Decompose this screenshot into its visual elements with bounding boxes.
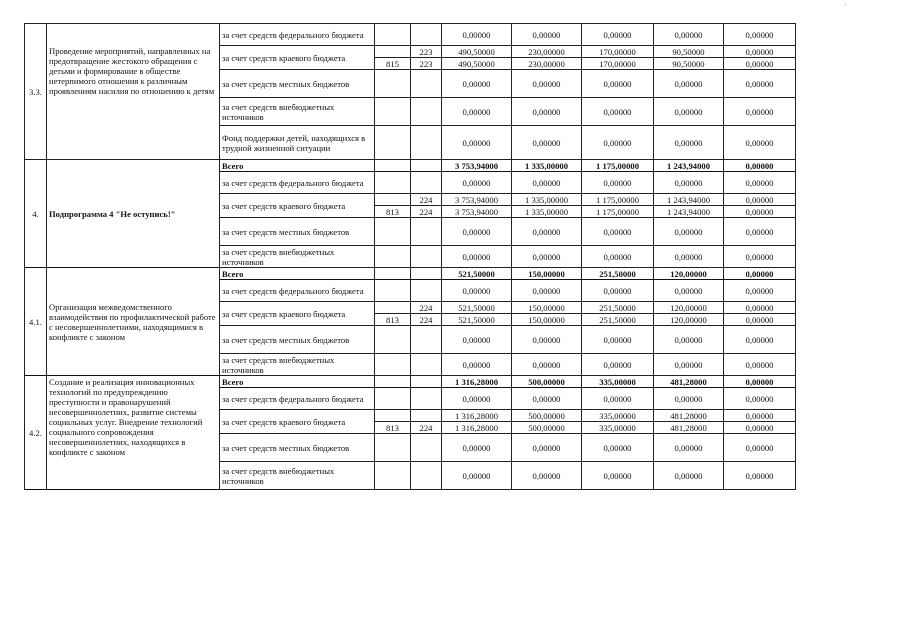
amount-cell: 1 243,94000 [654, 206, 724, 218]
amount-cell: 150,00000 [512, 268, 582, 280]
amount-cell: 0,00000 [512, 70, 582, 98]
amount-cell: 0,00000 [724, 46, 796, 58]
kvr-code [411, 462, 442, 490]
amount-cell: 1 243,94000 [654, 194, 724, 206]
amount-cell: 3 753,94000 [442, 160, 512, 172]
amount-cell: 1 175,00000 [582, 194, 654, 206]
amount-cell: 0,00000 [654, 218, 724, 246]
amount-cell: 0,00000 [442, 354, 512, 376]
amount-cell: 0,00000 [582, 70, 654, 98]
amount-cell: 0,00000 [724, 218, 796, 246]
amount-cell: 0,00000 [724, 98, 796, 126]
funding-source: за счет средств федерального бюджета [220, 388, 375, 410]
amount-cell: 1 243,94000 [654, 160, 724, 172]
section-title: Создание и реализация инновационных технологий по предупреждению преступности и правонарушений несовершеннолетних, развитие системы социальных услуг. Внедрение технологий социального сопровождения несовершеннолетних, находящихся в конфликте с законом [47, 376, 220, 490]
amount-cell: 0,00000 [654, 172, 724, 194]
amount-cell: 1 316,28000 [442, 422, 512, 434]
amount-cell: 150,00000 [512, 302, 582, 314]
amount-cell: 0,00000 [442, 218, 512, 246]
section-number: 4. [25, 160, 47, 268]
grbs-code [375, 410, 411, 422]
amount-cell: 251,50000 [582, 268, 654, 280]
amount-cell: 170,00000 [582, 58, 654, 70]
grbs-code [375, 160, 411, 172]
amount-cell: 0,00000 [724, 326, 796, 354]
amount-cell: 335,00000 [582, 422, 654, 434]
amount-cell: 0,00000 [724, 70, 796, 98]
amount-cell: 251,50000 [582, 314, 654, 326]
amount-cell: 0,00000 [724, 246, 796, 268]
amount-cell: 1 316,28000 [442, 410, 512, 422]
amount-cell: 0,00000 [724, 388, 796, 410]
amount-cell: 0,00000 [582, 98, 654, 126]
amount-cell: 0,00000 [724, 160, 796, 172]
grbs-code [375, 268, 411, 280]
amount-cell: 0,00000 [654, 462, 724, 490]
kvr-code: 224 [411, 422, 442, 434]
amount-cell: 0,00000 [582, 462, 654, 490]
amount-cell: 481,28000 [654, 376, 724, 388]
kvr-code [411, 280, 442, 302]
amount-cell: 0,00000 [442, 246, 512, 268]
funding-source: за счет средств федерального бюджета [220, 24, 375, 46]
amount-cell: 0,00000 [512, 326, 582, 354]
grbs-code: 813 [375, 314, 411, 326]
kvr-code [411, 376, 442, 388]
grbs-code [375, 194, 411, 206]
grbs-code [375, 24, 411, 46]
amount-cell: 0,00000 [724, 422, 796, 434]
amount-cell: 0,00000 [512, 246, 582, 268]
amount-cell: 0,00000 [724, 24, 796, 46]
amount-cell: 0,00000 [724, 302, 796, 314]
amount-cell: 335,00000 [582, 376, 654, 388]
amount-cell: 120,00000 [654, 302, 724, 314]
kvr-code [411, 24, 442, 46]
amount-cell: 0,00000 [654, 434, 724, 462]
amount-cell: 0,00000 [724, 434, 796, 462]
amount-cell: 1 316,28000 [442, 376, 512, 388]
funding-source: за счет средств краевого бюджета [220, 302, 375, 326]
amount-cell: 0,00000 [654, 246, 724, 268]
amount-cell: 0,00000 [512, 98, 582, 126]
amount-cell: 0,00000 [582, 218, 654, 246]
grbs-code [375, 46, 411, 58]
amount-cell: 0,00000 [654, 98, 724, 126]
amount-cell: 150,00000 [512, 314, 582, 326]
amount-cell: 0,00000 [442, 280, 512, 302]
section-title: Организация межведомственного взаимодействия по профилактической работе с несовершеннолетними, находящимися в конфликте с законом [47, 268, 220, 376]
amount-cell: 251,50000 [582, 302, 654, 314]
amount-cell: 230,00000 [512, 58, 582, 70]
funding-source: за счет средств внебюджетных источников [220, 354, 375, 376]
table-row [25, 24, 796, 46]
amount-cell: 521,50000 [442, 314, 512, 326]
funding-source: за счет средств внебюджетных источников [220, 98, 375, 126]
amount-cell: 500,00000 [512, 376, 582, 388]
amount-cell: 1 175,00000 [582, 160, 654, 172]
amount-cell: 0,00000 [582, 24, 654, 46]
kvr-code [411, 218, 442, 246]
amount-cell: 0,00000 [724, 462, 796, 490]
grbs-code [375, 462, 411, 490]
grbs-code [375, 218, 411, 246]
funding-source: за счет средств местных бюджетов [220, 218, 375, 246]
table-row [25, 268, 796, 280]
funding-source-total: Всего [220, 376, 375, 388]
grbs-code [375, 126, 411, 160]
amount-cell: 0,00000 [724, 194, 796, 206]
amount-cell: 0,00000 [442, 70, 512, 98]
grbs-code: 815 [375, 58, 411, 70]
kvr-code: 223 [411, 58, 442, 70]
section-title: Проведение мероприятий, направленных на предотвращение жестокого обращения с детьми и формирование в обществе нетерпимого отношения к различным проявлениям насилия по отношению к детям [47, 24, 220, 160]
amount-cell: 0,00000 [724, 172, 796, 194]
amount-cell: 0,00000 [724, 58, 796, 70]
amount-cell: 0,00000 [724, 410, 796, 422]
amount-cell: 1 175,00000 [582, 206, 654, 218]
amount-cell: 0,00000 [582, 126, 654, 160]
amount-cell: 0,00000 [724, 268, 796, 280]
amount-cell: 0,00000 [512, 434, 582, 462]
funding-source: за счет средств федерального бюджета [220, 280, 375, 302]
amount-cell: 0,00000 [724, 126, 796, 160]
amount-cell: 120,00000 [654, 268, 724, 280]
amount-cell: 0,00000 [582, 246, 654, 268]
amount-cell: 521,50000 [442, 302, 512, 314]
grbs-code [375, 70, 411, 98]
amount-cell: 0,00000 [442, 98, 512, 126]
amount-cell: 0,00000 [512, 126, 582, 160]
funding-source: за счет средств краевого бюджета [220, 46, 375, 70]
amount-cell: 0,00000 [512, 218, 582, 246]
section-number: 4.2. [25, 376, 47, 490]
funding-source-total: Всего [220, 160, 375, 172]
amount-cell: 490,50000 [442, 58, 512, 70]
amount-cell: 481,28000 [654, 422, 724, 434]
amount-cell: 0,00000 [442, 462, 512, 490]
amount-cell: 0,00000 [654, 280, 724, 302]
table-body [25, 24, 796, 490]
amount-cell: 0,00000 [442, 172, 512, 194]
amount-cell: 0,00000 [654, 388, 724, 410]
kvr-code: 224 [411, 194, 442, 206]
section-number: 3.3. [25, 24, 47, 160]
amount-cell: 120,00000 [654, 314, 724, 326]
amount-cell: 0,00000 [582, 172, 654, 194]
amount-cell: 0,00000 [724, 354, 796, 376]
amount-cell: 0,00000 [512, 172, 582, 194]
kvr-code [411, 410, 442, 422]
grbs-code [375, 280, 411, 302]
grbs-code [375, 376, 411, 388]
table-row [25, 376, 796, 388]
kvr-code: 224 [411, 302, 442, 314]
grbs-code [375, 172, 411, 194]
amount-cell: 90,50000 [654, 58, 724, 70]
amount-cell: 0,00000 [512, 354, 582, 376]
page-mark: ˙ [843, 4, 848, 14]
amount-cell: 0,00000 [582, 280, 654, 302]
amount-cell: 0,00000 [512, 388, 582, 410]
funding-source: за счет средств федерального бюджета [220, 172, 375, 194]
grbs-code [375, 246, 411, 268]
amount-cell: 0,00000 [442, 126, 512, 160]
grbs-code: 813 [375, 206, 411, 218]
amount-cell: 1 335,00000 [512, 194, 582, 206]
section-number: 4.1. [25, 268, 47, 376]
grbs-code [375, 302, 411, 314]
kvr-code: 224 [411, 314, 442, 326]
amount-cell: 481,28000 [654, 410, 724, 422]
kvr-code [411, 246, 442, 268]
amount-cell: 0,00000 [442, 434, 512, 462]
amount-cell: 0,00000 [654, 354, 724, 376]
amount-cell: 3 753,94000 [442, 206, 512, 218]
kvr-code [411, 70, 442, 98]
grbs-code [375, 388, 411, 410]
amount-cell: 0,00000 [654, 326, 724, 354]
amount-cell: 0,00000 [582, 326, 654, 354]
kvr-code [411, 268, 442, 280]
kvr-code [411, 172, 442, 194]
grbs-code [375, 354, 411, 376]
funding-source: за счет средств краевого бюджета [220, 410, 375, 434]
table-row [25, 160, 796, 172]
amount-cell: 0,00000 [582, 388, 654, 410]
grbs-code [375, 434, 411, 462]
budget-table [24, 23, 796, 490]
amount-cell: 335,00000 [582, 410, 654, 422]
amount-cell: 0,00000 [654, 24, 724, 46]
kvr-code [411, 98, 442, 126]
amount-cell: 521,50000 [442, 268, 512, 280]
funding-source: за счет средств местных бюджетов [220, 70, 375, 98]
grbs-code [375, 98, 411, 126]
amount-cell: 170,00000 [582, 46, 654, 58]
amount-cell: 490,50000 [442, 46, 512, 58]
amount-cell: 0,00000 [654, 70, 724, 98]
amount-cell: 0,00000 [724, 376, 796, 388]
kvr-code [411, 126, 442, 160]
funding-source: за счет средств краевого бюджета [220, 194, 375, 218]
amount-cell: 3 753,94000 [442, 194, 512, 206]
funding-source: за счет средств местных бюджетов [220, 326, 375, 354]
funding-source: за счет средств внебюджетных источников [220, 462, 375, 490]
amount-cell: 0,00000 [582, 354, 654, 376]
kvr-code [411, 160, 442, 172]
grbs-code [375, 326, 411, 354]
amount-cell: 1 335,00000 [512, 206, 582, 218]
section-title: Подпрограмма 4 "Не оступись!" [47, 160, 220, 268]
amount-cell: 0,00000 [442, 388, 512, 410]
amount-cell: 90,50000 [654, 46, 724, 58]
amount-cell: 0,00000 [512, 462, 582, 490]
amount-cell: 500,00000 [512, 410, 582, 422]
kvr-code [411, 434, 442, 462]
funding-source-total: Всего [220, 268, 375, 280]
funding-source: за счет средств внебюджетных источников [220, 246, 375, 268]
amount-cell: 0,00000 [442, 24, 512, 46]
kvr-code [411, 354, 442, 376]
amount-cell: 0,00000 [724, 206, 796, 218]
amount-cell: 0,00000 [442, 326, 512, 354]
kvr-code [411, 388, 442, 410]
amount-cell: 1 335,00000 [512, 160, 582, 172]
kvr-code: 223 [411, 46, 442, 58]
funding-source: за счет средств местных бюджетов [220, 434, 375, 462]
amount-cell: 0,00000 [582, 434, 654, 462]
amount-cell: 0,00000 [724, 280, 796, 302]
amount-cell: 0,00000 [512, 24, 582, 46]
amount-cell: 0,00000 [724, 314, 796, 326]
funding-source: Фонд поддержки детей, находящихся в трудной жизненной ситуации [220, 126, 375, 160]
amount-cell: 0,00000 [654, 126, 724, 160]
kvr-code: 224 [411, 206, 442, 218]
amount-cell: 0,00000 [512, 280, 582, 302]
amount-cell: 230,00000 [512, 46, 582, 58]
grbs-code: 813 [375, 422, 411, 434]
amount-cell: 500,00000 [512, 422, 582, 434]
kvr-code [411, 326, 442, 354]
